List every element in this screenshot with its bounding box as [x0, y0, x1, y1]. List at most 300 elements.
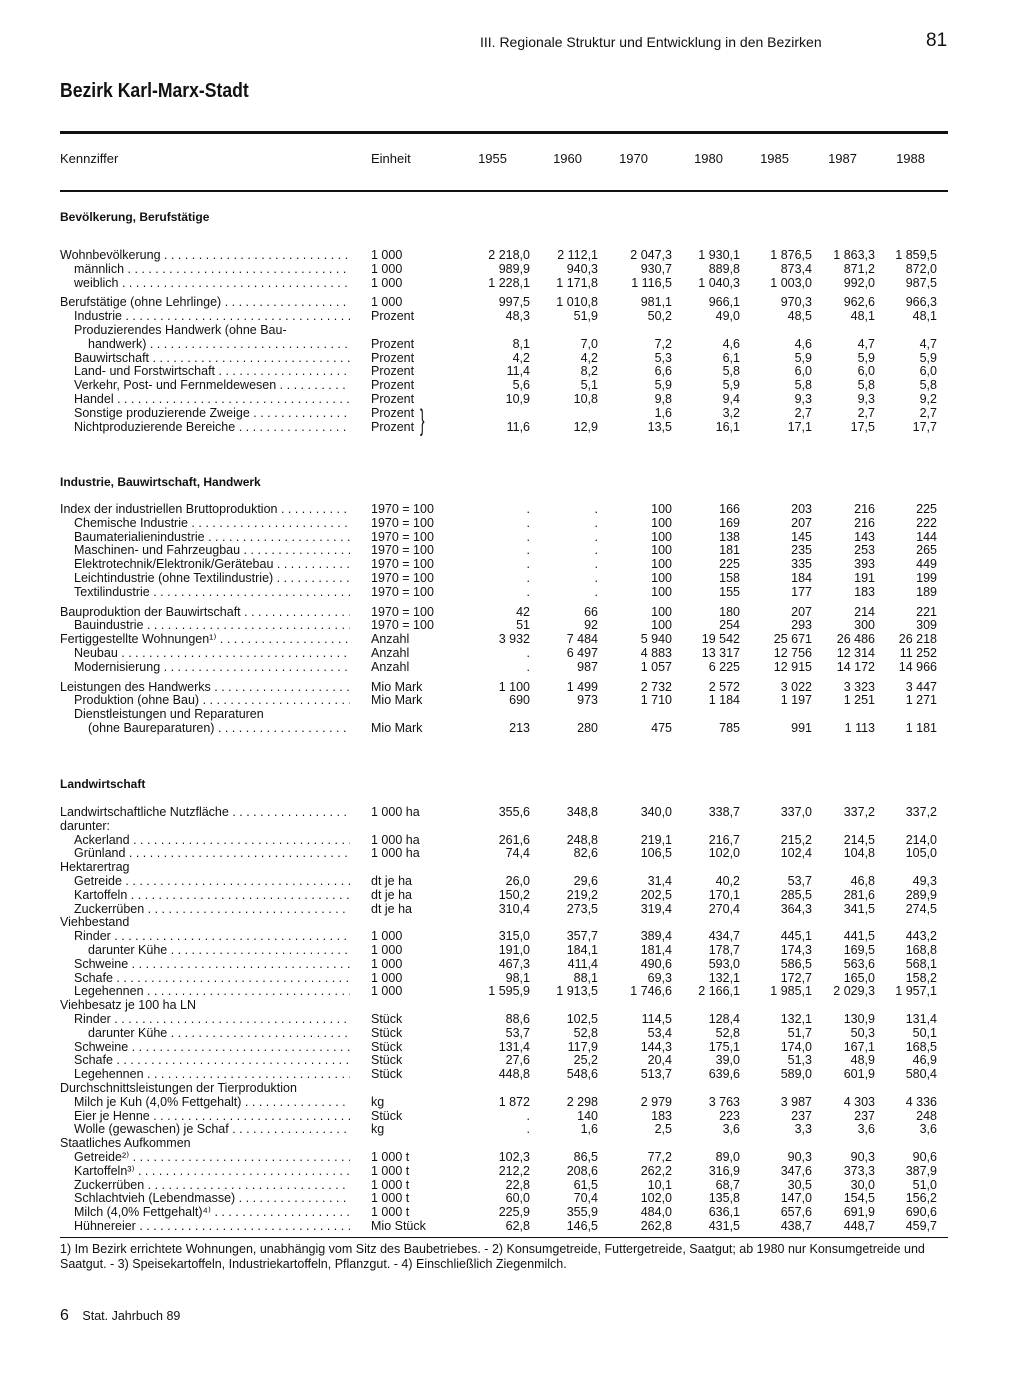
cell-value: 20,4: [647, 1053, 672, 1068]
cell-value: 1 957,1: [895, 984, 937, 999]
cell-value: 216: [854, 502, 875, 516]
cell-value: 1 057: [640, 659, 672, 674]
cell-value: 12 756: [773, 646, 812, 660]
cell-value: 997,5: [498, 295, 530, 310]
cell-value: 69,3: [647, 970, 672, 985]
cell-value: .: [526, 543, 530, 558]
cell-value: 48,1: [850, 309, 875, 324]
table-row: [0, 1081, 1024, 1095]
cell-value: 128,4: [708, 1012, 740, 1026]
table-row: [0, 557, 1024, 571]
row-unit: 1 000 ha: [371, 846, 420, 861]
cell-value: 29,6: [573, 874, 598, 888]
row-label: Rinder . . .: [74, 929, 350, 943]
row-unit: 1970 = 100: [371, 543, 434, 558]
cell-value: 6,0: [919, 364, 937, 379]
cell-value: 53,7: [787, 874, 812, 888]
row-unit: Prozent: [371, 309, 415, 324]
cell-value: 86,5: [573, 1150, 598, 1164]
row-unit: 1970 = 100: [371, 571, 434, 585]
row-label: Bauwirtschaft . . .: [74, 351, 350, 365]
cell-value: 225: [916, 502, 937, 516]
row-label: Berufstätige (ohne Lehrlinge) . . .: [60, 295, 350, 309]
cell-value: 11,6: [506, 419, 530, 434]
row-label: Land- und Forstwirtschaft . . .: [74, 364, 350, 378]
cell-value: 203: [791, 502, 812, 516]
cell-value: 60,0: [505, 1191, 530, 1206]
table-row: [0, 929, 1024, 943]
cell-value: 6,1: [722, 350, 740, 365]
cell-value: 443,2: [905, 929, 937, 944]
table-row: [0, 323, 1024, 337]
cell-value: 180: [719, 604, 740, 619]
cell-value: 10,1: [647, 1177, 672, 1192]
column-header-unit: Einheit: [371, 151, 411, 166]
row-label: Getreide . . .: [74, 874, 350, 888]
cell-value: 13 317: [701, 646, 740, 660]
cell-value: 98,1: [505, 970, 530, 985]
row-unit: Stück: [371, 1053, 403, 1068]
table-row: [0, 1053, 1024, 1067]
cell-value: 265: [916, 543, 937, 558]
cell-value: 484,0: [640, 1205, 672, 1220]
row-unit: kg: [371, 1094, 385, 1109]
cell-value: 411,4: [567, 956, 598, 971]
grouping-brace: }: [420, 404, 425, 437]
table-row: [0, 646, 1024, 660]
table-row: [0, 632, 1024, 646]
footnotes: 1) Im Bezirk errichtete Wohnungen, unabhängig vom Sitz des Baubetriebes. - 2) Konsumgetreide, Futtergetreide, Saatgut; ab 1980 nur Konsumgetreide und Saatgut. - 3) Speisekartoffeln, Industriekartoffeln, Pflanzgut. - 4) Einschließlich Ziegenmilch.: [60, 1242, 925, 1271]
cell-value: 1 876,5: [770, 248, 812, 262]
cell-value: .: [526, 502, 530, 516]
cell-value: 7,2: [654, 336, 672, 351]
cell-value: 3 022: [780, 679, 812, 694]
cell-value: 6,6: [654, 364, 672, 379]
cell-value: .: [594, 515, 598, 530]
row-label: darunter Kühe . . .: [88, 1026, 350, 1040]
row-label: handwerk) . . .: [88, 337, 350, 351]
row-unit: Stück: [371, 1025, 403, 1040]
row-unit: 1970 = 100: [371, 557, 434, 572]
row-unit: 1 000 t: [371, 1177, 410, 1192]
row-unit: Stück: [371, 1012, 403, 1026]
cell-value: 1 040,3: [698, 275, 740, 290]
table-top-rule: [60, 131, 948, 134]
cell-value: 100: [651, 618, 672, 633]
cell-value: 1 746,6: [630, 984, 672, 999]
cell-value: 490,6: [640, 956, 672, 971]
row-label: Schweine . . .: [74, 1040, 350, 1054]
cell-value: 46,9: [912, 1053, 937, 1068]
cell-value: 548,6: [566, 1067, 598, 1082]
cell-value: 281,6: [843, 887, 875, 902]
cell-value: 90,3: [787, 1150, 812, 1164]
cell-value: 335: [791, 557, 812, 572]
cell-value: 52,8: [715, 1025, 740, 1040]
cell-value: 449: [916, 557, 937, 572]
cell-value: 4,2: [512, 350, 530, 365]
cell-value: 319,4: [640, 901, 672, 916]
row-label: darunter Kühe . . .: [88, 943, 350, 957]
cell-value: 27,6: [505, 1053, 530, 1068]
cell-value: 46,8: [850, 874, 875, 888]
row-label: Schlachtvieh (Lebendmasse) . . .: [74, 1191, 350, 1205]
cell-value: 5,3: [654, 350, 672, 365]
row-unit: Mio Stück: [371, 1219, 426, 1233]
row-unit: 1970 = 100: [371, 502, 434, 516]
cell-value: 7 484: [566, 632, 598, 647]
cell-value: 970,3: [780, 295, 812, 310]
cell-value: 61,5: [573, 1177, 598, 1192]
cell-value: 1 985,1: [770, 984, 812, 999]
cell-value: 12 314: [836, 646, 875, 660]
cell-value: 347,6: [780, 1163, 812, 1178]
cell-value: 248,8: [566, 832, 598, 847]
cell-value: 5,8: [794, 378, 812, 393]
row-unit: dt je ha: [371, 901, 413, 916]
cell-value: 4,7: [857, 336, 875, 351]
row-label: Viehbesatz je 100 ha LN: [60, 998, 196, 1013]
column-header-year: 1980: [694, 151, 723, 166]
cell-value: 280: [577, 721, 598, 735]
cell-value: 174,3: [780, 943, 812, 957]
cell-value: 191,0: [498, 943, 530, 957]
cell-value: 253: [854, 543, 875, 558]
cell-value: 8,1: [512, 336, 530, 351]
cell-value: 340,0: [640, 805, 672, 819]
row-label: Durchschnittsleistungen der Tierproduktion: [60, 1081, 297, 1095]
row-unit: dt je ha: [371, 887, 413, 902]
column-header-year: 1985: [760, 151, 789, 166]
cell-value: 235: [791, 543, 812, 558]
row-unit: 1 000: [371, 261, 403, 276]
cell-value: 51,3: [787, 1053, 812, 1068]
cell-value: 389,4: [640, 929, 672, 944]
cell-value: 17,1: [787, 419, 812, 434]
cell-value: 117,9: [567, 1039, 598, 1054]
cell-value: 90,3: [850, 1150, 875, 1164]
row-label: Kartoffeln . . .: [74, 888, 350, 902]
cell-value: 273,5: [566, 901, 598, 916]
cell-value: 431,5: [708, 1219, 740, 1233]
cell-value: 144,3: [640, 1039, 672, 1054]
cell-value: 1 872: [498, 1094, 530, 1109]
cell-value: 100: [651, 557, 672, 572]
row-unit: 1 000: [371, 984, 403, 999]
cell-value: 49,3: [912, 874, 937, 888]
cell-value: 106,5: [640, 846, 672, 861]
cell-value: 434,7: [708, 929, 740, 944]
cell-value: 3,2: [722, 405, 740, 420]
cell-value: 143: [854, 529, 875, 544]
cell-value: 254: [719, 618, 740, 633]
cell-value: 50,2: [647, 309, 672, 324]
cell-value: .: [526, 1122, 530, 1137]
cell-value: 940,3: [566, 261, 598, 276]
cell-value: 6 225: [708, 659, 740, 674]
cell-value: 309: [916, 618, 937, 633]
cell-value: 1 863,3: [833, 248, 875, 262]
table-row: [0, 364, 1024, 378]
cell-value: 223: [719, 1108, 740, 1123]
table-row: [0, 530, 1024, 544]
table-row: [0, 1040, 1024, 1054]
cell-value: 289,9: [905, 887, 937, 902]
cell-value: .: [526, 659, 530, 674]
cell-value: 42: [516, 604, 530, 619]
table-row: [0, 618, 1024, 632]
cell-value: 177: [791, 584, 812, 599]
table-row: [0, 262, 1024, 276]
cell-value: 130,9: [843, 1012, 875, 1026]
column-header-indicator: Kennziffer: [60, 151, 119, 166]
row-label: Legehennen . . .: [74, 984, 350, 998]
cell-value: 586,5: [780, 956, 812, 971]
cell-value: 459,7: [905, 1219, 937, 1233]
cell-value: 5,9: [722, 378, 740, 393]
row-label: Produzierendes Handwerk (ohne Bau-: [74, 323, 287, 337]
cell-value: 5 940: [640, 632, 672, 647]
row-unit: 1 000: [371, 956, 403, 971]
cell-value: .: [594, 557, 598, 572]
row-label: Dienstleistungen und Reparaturen: [74, 707, 264, 722]
cell-value: 184,1: [566, 943, 598, 957]
row-unit: Stück: [371, 1108, 403, 1123]
cell-value: 208,6: [566, 1163, 598, 1178]
table-row: [0, 874, 1024, 888]
table-row: [0, 248, 1024, 262]
cell-value: 475: [651, 721, 672, 735]
cell-value: 563,6: [843, 956, 875, 971]
cell-value: 262,8: [640, 1219, 672, 1233]
cell-value: 393: [854, 557, 875, 572]
cell-value: 66: [584, 604, 598, 619]
row-label: Legehennen . . .: [74, 1067, 350, 1081]
cell-value: 3,6: [919, 1122, 937, 1137]
table-row: [0, 833, 1024, 847]
row-label: Hektarertrag: [60, 860, 130, 875]
row-unit: Anzahl: [371, 632, 410, 647]
cell-value: 889,8: [708, 261, 740, 276]
cell-value: 51,0: [912, 1177, 937, 1192]
cell-value: 989,9: [498, 261, 530, 276]
row-unit: Anzahl: [371, 646, 410, 660]
cell-value: 214,5: [843, 832, 875, 847]
cell-value: 872,0: [905, 261, 937, 276]
row-label: Eier je Henne . . .: [74, 1109, 350, 1123]
row-unit: Stück: [371, 1067, 403, 1082]
row-label: Fertiggestellte Wohnungen¹⁾ . . .: [60, 632, 350, 646]
cell-value: 172,7: [780, 970, 812, 985]
cell-value: 4,2: [580, 350, 598, 365]
row-label: darunter:: [60, 818, 111, 833]
cell-value: 13,5: [647, 419, 672, 434]
cell-value: 50,1: [912, 1025, 937, 1040]
table-row: [0, 998, 1024, 1012]
cell-value: 77,2: [647, 1150, 672, 1164]
cell-value: 212,2: [498, 1163, 530, 1178]
table-row: [0, 516, 1024, 530]
cell-value: 202,5: [640, 887, 672, 902]
row-unit: Anzahl: [371, 659, 410, 674]
cell-value: 316,9: [708, 1163, 740, 1178]
row-label: (ohne Baureparaturen) . . .: [88, 721, 350, 735]
cell-value: 1 499: [566, 679, 598, 694]
cell-value: 589,0: [780, 1067, 812, 1082]
cell-value: 131,4: [905, 1012, 937, 1026]
cell-value: 105,0: [905, 846, 937, 861]
row-label: Wohnbevölkerung . . .: [60, 248, 350, 262]
cell-value: 70,4: [573, 1191, 598, 1206]
table-row: [0, 378, 1024, 392]
cell-value: 146,5: [566, 1219, 598, 1233]
cell-value: 1 181: [905, 721, 937, 735]
table-row: [0, 571, 1024, 585]
row-unit: Mio Mark: [371, 679, 423, 694]
row-unit: Prozent: [371, 336, 415, 351]
row-label: Industrie . . .: [74, 309, 350, 323]
row-label: Modernisierung . . .: [74, 660, 350, 674]
row-label: Index der industriellen Bruttoproduktion . . .: [60, 502, 350, 516]
table-row: [0, 1150, 1024, 1164]
cell-value: 690,6: [905, 1205, 937, 1220]
cell-value: 90,6: [912, 1150, 937, 1164]
cell-value: 48,5: [787, 309, 812, 324]
district-title: Bezirk Karl-Marx-Stadt: [60, 80, 249, 102]
cell-value: 1 913,5: [556, 984, 598, 999]
cell-value: 9,3: [794, 392, 812, 406]
cell-value: 2 029,3: [833, 984, 875, 999]
column-header-year: 1987: [828, 151, 857, 166]
column-header-year: 1970: [619, 151, 648, 166]
cell-value: 48,9: [850, 1053, 875, 1068]
cell-value: 690: [509, 693, 530, 708]
row-unit: 1970 = 100: [371, 618, 434, 633]
cell-value: 100: [651, 543, 672, 558]
row-label: Grünland . . .: [74, 846, 350, 860]
table-row: [0, 888, 1024, 902]
cell-value: 147,0: [780, 1191, 812, 1206]
table-row: [0, 1219, 1024, 1233]
cell-value: 1 010,8: [556, 295, 598, 310]
table-row: [0, 805, 1024, 819]
row-label: Nichtproduzierende Bereiche . . .: [74, 420, 350, 434]
cell-value: 1 113: [844, 721, 875, 735]
cell-value: 92: [584, 618, 598, 633]
cell-value: 248: [916, 1108, 937, 1123]
cell-value: 12,9: [573, 419, 598, 434]
cell-value: 2 166,1: [698, 984, 740, 999]
cell-value: 636,1: [708, 1205, 740, 1220]
cell-value: 337,2: [905, 805, 937, 819]
cell-value: .: [526, 515, 530, 530]
cell-value: 355,9: [566, 1205, 598, 1220]
row-label: Schafe . . .: [74, 1053, 350, 1067]
row-label: Bauproduktion der Bauwirtschaft . . .: [60, 605, 350, 619]
cell-value: 3 323: [843, 679, 875, 694]
cell-value: 53,7: [505, 1025, 530, 1040]
cell-value: 82,6: [573, 846, 598, 861]
table-row: [0, 1136, 1024, 1150]
cell-value: 132,1: [708, 970, 740, 985]
row-label: Leichtindustrie (ohne Textilindustrie) . . .: [74, 571, 350, 585]
page-footer: [60, 1307, 180, 1325]
row-unit: Stück: [371, 1039, 403, 1054]
cell-value: 1 003,0: [770, 275, 812, 290]
row-unit: Mio Mark: [371, 693, 423, 708]
cell-value: 513,7: [640, 1067, 672, 1082]
row-label: Getreide²⁾ . . .: [74, 1150, 350, 1164]
cell-value: 131,4: [498, 1039, 530, 1054]
cell-value: 221: [916, 604, 937, 619]
cell-value: 144: [916, 529, 937, 544]
cell-value: 3 447: [905, 679, 937, 694]
cell-value: 74,4: [505, 846, 530, 861]
cell-value: 4,6: [722, 336, 740, 351]
row-unit: 1970 = 100: [371, 584, 434, 599]
cell-value: 5,8: [722, 364, 740, 379]
row-label: Schweine . . .: [74, 957, 350, 971]
table-row: [0, 721, 1024, 735]
cell-value: 1 184: [708, 693, 740, 708]
cell-value: 338,7: [708, 805, 740, 819]
table-row: [0, 1109, 1024, 1123]
row-label: Staatliches Aufkommen: [60, 1136, 191, 1151]
cell-value: 156,2: [905, 1191, 937, 1206]
row-unit: 1 000: [371, 943, 403, 957]
row-unit: 1 000 t: [371, 1163, 410, 1178]
cell-value: 39,0: [715, 1053, 740, 1068]
column-header-year: 1955: [478, 151, 507, 166]
cell-value: .: [594, 529, 598, 544]
row-unit: 1 000 t: [371, 1191, 410, 1206]
cell-value: 348,8: [566, 805, 598, 819]
section-title: Industrie, Bauwirtschaft, Handwerk: [60, 475, 261, 489]
section-title: Landwirtschaft: [60, 777, 146, 791]
cell-value: 155: [719, 584, 740, 599]
cell-value: 2,5: [654, 1122, 672, 1137]
cell-value: 966,3: [905, 295, 937, 310]
cell-value: 2 218,0: [488, 248, 530, 262]
cell-value: 2 112,1: [557, 248, 598, 262]
row-label: Wolle (gewaschen) je Schaf . . .: [74, 1122, 350, 1136]
cell-value: 49,0: [715, 309, 740, 324]
cell-value: 2,7: [794, 405, 812, 420]
cell-value: 2 732: [640, 679, 672, 694]
table-row: [0, 406, 1024, 420]
cell-value: 8,2: [580, 364, 598, 379]
row-unit: kg: [371, 1122, 385, 1137]
row-label: Milch (4,0% Fettgehalt)⁴⁾ . . .: [74, 1205, 350, 1219]
cell-value: 183: [854, 584, 875, 599]
cell-value: 364,3: [780, 901, 812, 916]
row-label: Hühnereier . . .: [74, 1219, 350, 1233]
cell-value: 441,5: [843, 929, 875, 944]
row-unit: 1 000: [371, 275, 403, 290]
table-row: [0, 680, 1024, 694]
cell-value: 445,1: [780, 929, 812, 944]
cell-value: 237: [854, 1108, 875, 1123]
cell-value: 987,5: [905, 275, 937, 290]
cell-value: 1 197: [780, 693, 812, 708]
cell-value: .: [594, 543, 598, 558]
cell-value: 132,1: [780, 1012, 812, 1026]
cell-value: 4,7: [919, 336, 937, 351]
cell-value: 981,1: [640, 295, 672, 310]
table-row: [0, 1122, 1024, 1136]
table-row: [0, 971, 1024, 985]
row-label: weiblich . . .: [74, 276, 350, 290]
